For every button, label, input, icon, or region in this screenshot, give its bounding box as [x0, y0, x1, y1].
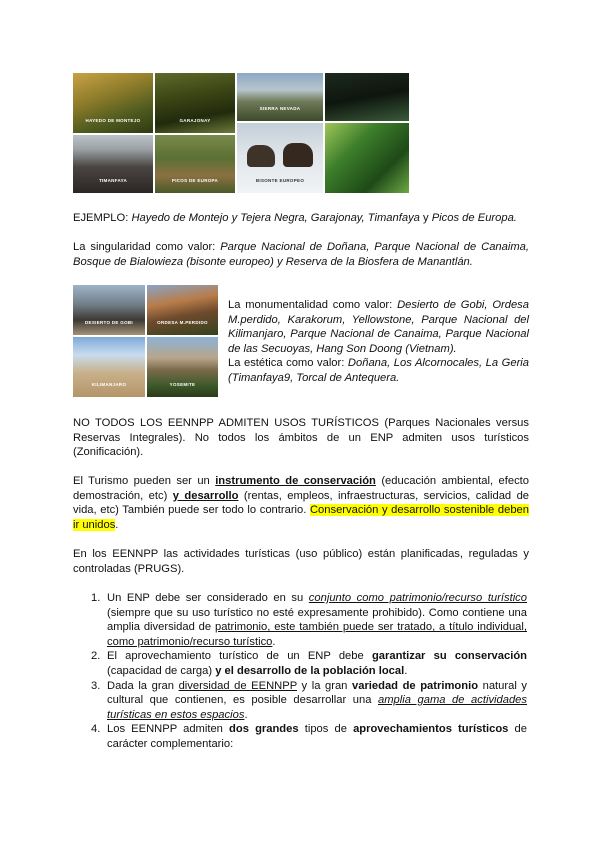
photo-gallery-middle — [73, 285, 218, 397]
text-run: y la gran — [296, 679, 352, 692]
photo-caption: TIMANFAYA — [98, 178, 128, 184]
text-examples: Desierto de Gobi, Ordesa M.perdido, Karakorum, Yellowstone, Parque Nacional del Kilimanjaro, Parque Nacional de Canaima, Parque Nacional de las Secuoyas, Hang Son Doong (Vietnam). — [228, 299, 530, 355]
photo-green-plant — [325, 123, 409, 193]
bison-shape — [283, 143, 313, 167]
photo-caption: KILIMANJARO — [91, 382, 127, 388]
text-emphasis: conjunto como patrimonio/recurso turístico — [308, 592, 527, 604]
photo-caption: SIERRA NEVADA — [259, 106, 301, 112]
paragraph-conservation — [73, 474, 529, 532]
photo-caption: PICOS DE EUROPA — [171, 178, 219, 184]
text-run: Un ENP debe ser considerado en su — [107, 592, 309, 604]
photo-caption: GARAJONAY — [179, 118, 211, 124]
text-emphasis: patrimonio, este también puede ser tratado, a título individual, como patrimonio/recurso turístico — [107, 621, 527, 648]
text-run: (capacidad de carga) — [107, 664, 216, 677]
text-emphasis: diversidad de EENNPP — [178, 679, 297, 692]
photo-mountain-meadow — [155, 135, 235, 193]
text-run: natural y cultural que contienen, es posible desarrollar una — [107, 679, 527, 707]
text-run: El aprovechamiento turístico de un ENP debe — [107, 650, 372, 663]
photo-laurel-forest — [155, 73, 235, 133]
photo-caption: BISONTE EUROPEO — [255, 178, 305, 184]
text-run: . — [272, 635, 276, 648]
paragraph-tourist-uses: NO TODOS LOS EENNPP ADMITEN USOS TURÍSTICOS (Parques Nacionales versus Reservas Integrales). No todos los ámbitos de un ENP admiten usos turísticos (Zonificación). — [73, 417, 529, 459]
photo-dark-mountain — [325, 73, 409, 121]
paragraph-singularity — [73, 240, 529, 269]
photo-gallery-top — [73, 73, 409, 193]
text-examples-last: Picos de Europa. — [431, 212, 517, 224]
text-emphasis: variedad de patrimonio — [352, 679, 479, 692]
photo-snow-peak — [73, 337, 145, 397]
photo-lake-landscape — [237, 73, 323, 121]
text-emphasis: y desarrollo — [172, 489, 239, 502]
text-examples: Hayedo de Montejo y Tejera Negra, Garajonay, Timanfaya — [131, 212, 420, 224]
text-emphasis: amplia gama de actividades turísticas en estos espacios — [107, 694, 528, 721]
photo-caption: YOSEMITE — [169, 382, 196, 388]
paragraph-example — [73, 211, 529, 226]
text-run: tipos de — [298, 723, 354, 736]
text-emphasis: y el desarrollo de la población local — [215, 664, 405, 677]
text-run: . — [244, 708, 248, 721]
text-lead: La singularidad como valor: — [73, 241, 221, 253]
text-lead: EJEMPLO: — [73, 212, 132, 224]
list-number: 3. — [91, 679, 101, 692]
text-connector: y — [419, 212, 432, 224]
paragraph-planning: En los EENNPP las actividades turísticas (uso público) están planificadas, reguladas y controladas (PRUGS). — [73, 548, 529, 575]
text-run: (educación ambiental, efecto demostración, etc) — [73, 475, 529, 502]
photo-caption: HAYEDO DE MONTEJO — [85, 118, 141, 124]
text-examples: Doñana, Los Alcornocales, La Geria (Timanfaya9, Torcal de Antequera. — [228, 357, 529, 384]
list-number: 1. — [91, 592, 101, 604]
list-item — [91, 591, 527, 649]
text-lead: La monumentalidad como valor: — [228, 299, 398, 311]
text-run: (rentas, empleos, infraestructuras, servicios, calidad de vida, etc) También puede ser todo lo contrario. — [73, 489, 530, 517]
text-run: . — [404, 664, 408, 677]
text-emphasis: garantizar su conservación — [371, 650, 527, 663]
photo-desert-mountains — [73, 285, 145, 335]
list-item — [91, 722, 527, 751]
photo-caption: DESIERTO DE GOBI — [85, 320, 133, 326]
text-highlight: Conservación y desarrollo sostenible deben ir unidos — [73, 504, 529, 531]
text-run: (siempre que su uso turístico no esté expresamente prohibido). Como contiene una amplia diversidad de — [107, 606, 527, 634]
photo-volcanic-field — [73, 135, 153, 193]
photo-bison — [237, 123, 323, 193]
photo-granite-valley — [147, 337, 218, 397]
photo-ordesa-canyon — [147, 285, 218, 335]
text-emphasis: dos grandes — [229, 723, 299, 736]
photo-caption: ORDESA M.PERDIDO — [157, 320, 208, 326]
bison-shape — [247, 145, 275, 167]
list-number: 2. — [91, 650, 101, 663]
numbered-list — [91, 591, 528, 752]
text-run: El Turismo pueden ser un — [73, 475, 216, 487]
list-item — [91, 679, 528, 723]
list-item — [91, 649, 527, 678]
text-emphasis: aprovechamientos turísticos — [353, 723, 509, 736]
text-examples: Parque Nacional de Doñana, Parque Nacional de Canaima, Bosque de Bialowieza (bisonte europeo) y Reserva de la Biosfera de Manantlán. — [73, 241, 530, 268]
text-lead: La estética como valor: — [228, 357, 348, 370]
text-run: Los EENNPP admiten — [107, 723, 230, 736]
paragraph-monumentality — [228, 298, 529, 386]
text-run: Dada la gran — [107, 679, 179, 692]
text-run: de carácter complementario: — [107, 723, 527, 750]
list-number: 4. — [91, 723, 101, 736]
text-run: . — [115, 518, 119, 531]
text-emphasis: instrumento de conservación — [215, 475, 376, 487]
photo-beech-forest — [73, 73, 153, 133]
